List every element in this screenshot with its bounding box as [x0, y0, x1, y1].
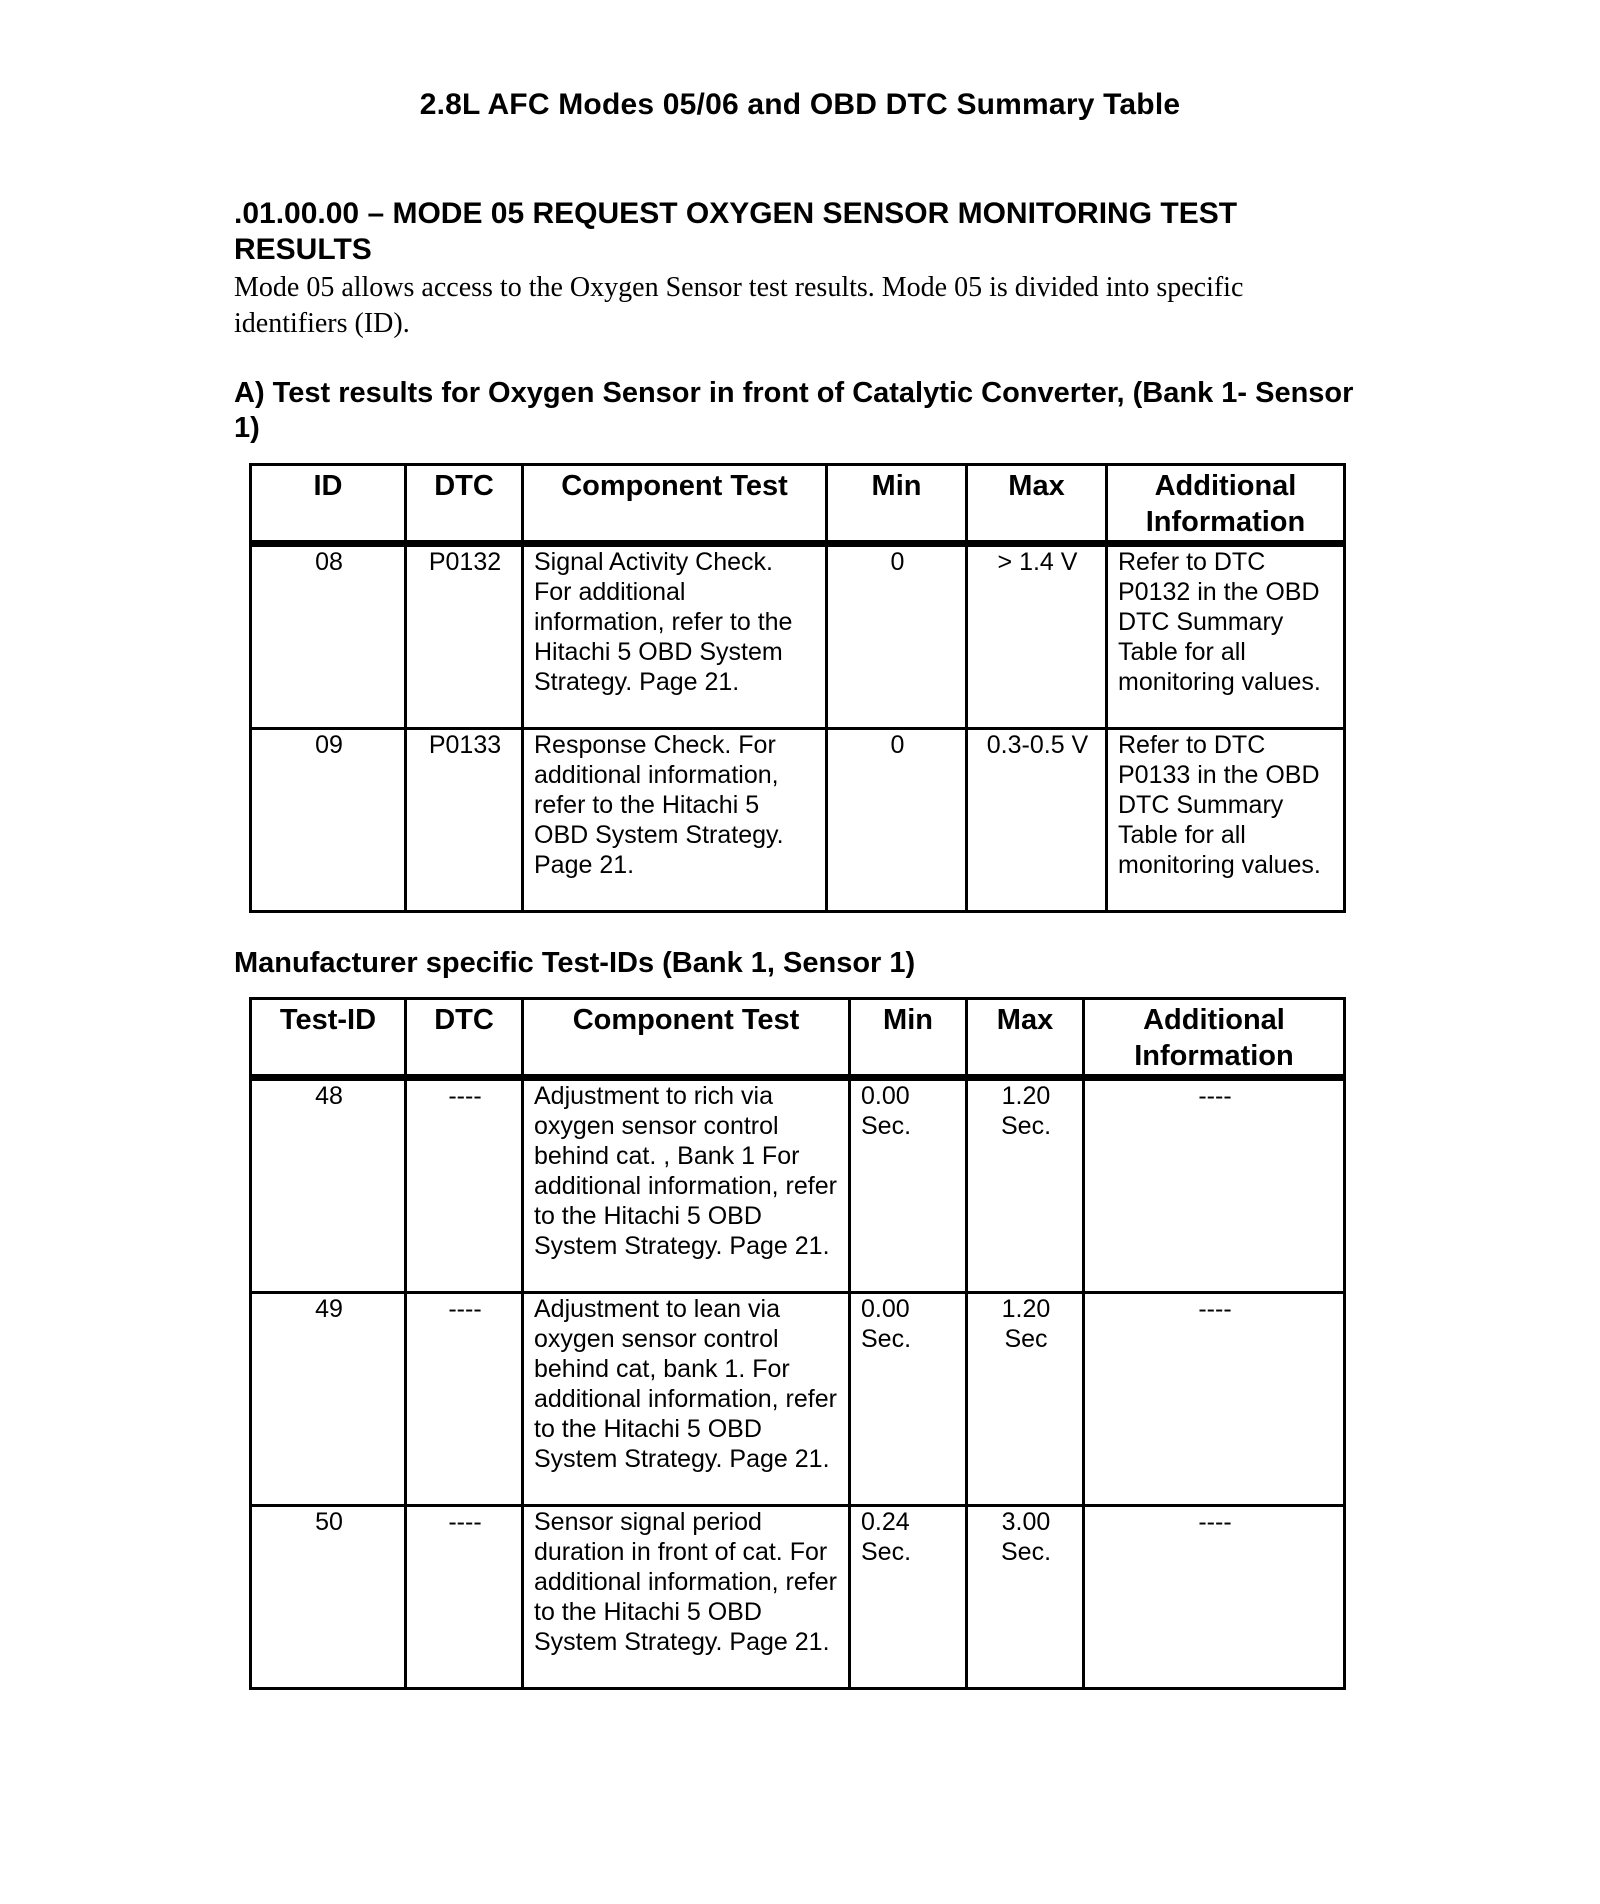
- document-title: 2.8L AFC Modes 05/06 and OBD DTC Summary Table: [419, 88, 1181, 121]
- cell-component-test: Sensor signal period duration in front of cat. For additional information, refer to the Hitachi 5 OBD System Strategy. Page 21.: [523, 1506, 850, 1689]
- manufacturer-test-id-table: [249, 997, 1346, 1690]
- cell-max: 1.20 Sec.: [967, 1078, 1084, 1293]
- header-component-test: Component Test: [523, 999, 850, 1078]
- cell-dtc: P0132: [406, 544, 523, 729]
- cell-additional-information: ----: [1084, 1078, 1345, 1293]
- section-body: Mode 05 allows access to the Oxygen Sensor test results. Mode 05 is divided into specific identifiers (ID).: [234, 272, 1244, 339]
- header-component-test: Component Test: [523, 465, 827, 544]
- cell-component-test: Adjustment to lean via oxygen sensor control behind cat, bank 1. For additional information, refer to the Hitachi 5 OBD System Strategy. Page 21.: [523, 1293, 850, 1506]
- cell-min: 0.24 Sec.: [850, 1506, 967, 1689]
- header-additional-information: Additional Information: [1084, 999, 1345, 1078]
- cell-additional-information: Refer to DTC P0133 in the OBD DTC Summary Table for all monitoring values.: [1107, 729, 1345, 912]
- section-heading: .01.00.00 – MODE 05 REQUEST OXYGEN SENSOR MONITORING TEST RESULTS: [234, 197, 1238, 266]
- cell-min: 0.00 Sec.: [850, 1293, 967, 1506]
- oxygen-sensor-test-table: [249, 463, 1346, 913]
- table-header-row: [251, 999, 1345, 1078]
- cell-max: > 1.4 V: [967, 544, 1107, 729]
- cell-test-id: 48: [251, 1078, 406, 1293]
- header-additional-information: Additional Information: [1107, 465, 1345, 544]
- cell-id: 08: [251, 544, 406, 729]
- cell-test-id: 49: [251, 1293, 406, 1506]
- cell-dtc: ----: [406, 1078, 523, 1293]
- header-max: Max: [967, 465, 1107, 544]
- cell-id: 09: [251, 729, 406, 912]
- cell-min: 0.00 Sec.: [850, 1078, 967, 1293]
- table-row: [251, 1078, 1345, 1293]
- table-row: [251, 544, 1345, 729]
- header-min: Min: [850, 999, 967, 1078]
- cell-min: 0: [827, 729, 967, 912]
- cell-dtc: ----: [406, 1506, 523, 1689]
- header-id: ID: [251, 465, 406, 544]
- cell-additional-information: Refer to DTC P0132 in the OBD DTC Summary Table for all monitoring values.: [1107, 544, 1345, 729]
- cell-additional-information: ----: [1084, 1506, 1345, 1689]
- cell-additional-information: ----: [1084, 1293, 1345, 1506]
- cell-max: 1.20 Sec: [967, 1293, 1084, 1506]
- table-row: [251, 1293, 1345, 1506]
- table-a-heading: A) Test results for Oxygen Sensor in front of Catalytic Converter, (Bank 1- Sensor 1): [234, 377, 1354, 444]
- table-row: [251, 1506, 1345, 1689]
- table-header-row: [251, 465, 1345, 544]
- cell-test-id: 50: [251, 1506, 406, 1689]
- cell-dtc: ----: [406, 1293, 523, 1506]
- header-min: Min: [827, 465, 967, 544]
- table-b-heading: Manufacturer specific Test-IDs (Bank 1, Sensor 1): [234, 947, 916, 979]
- cell-max: 3.00 Sec.: [967, 1506, 1084, 1689]
- cell-component-test: Adjustment to rich via oxygen sensor control behind cat. , Bank 1 For additional information, refer to the Hitachi 5 OBD System Strategy. Page 21.: [523, 1078, 850, 1293]
- header-dtc: DTC: [406, 999, 523, 1078]
- header-test-id: Test-ID: [251, 999, 406, 1078]
- header-max: Max: [967, 999, 1084, 1078]
- cell-component-test: Response Check. For additional information, refer to the Hitachi 5 OBD System Strategy. Page 21.: [523, 729, 827, 912]
- cell-max: 0.3-0.5 V: [967, 729, 1107, 912]
- cell-component-test: Signal Activity Check. For additional information, refer to the Hitachi 5 OBD System Strategy. Page 21.: [523, 544, 827, 729]
- table-row: [251, 729, 1345, 912]
- header-dtc: DTC: [406, 465, 523, 544]
- cell-dtc: P0133: [406, 729, 523, 912]
- cell-min: 0: [827, 544, 967, 729]
